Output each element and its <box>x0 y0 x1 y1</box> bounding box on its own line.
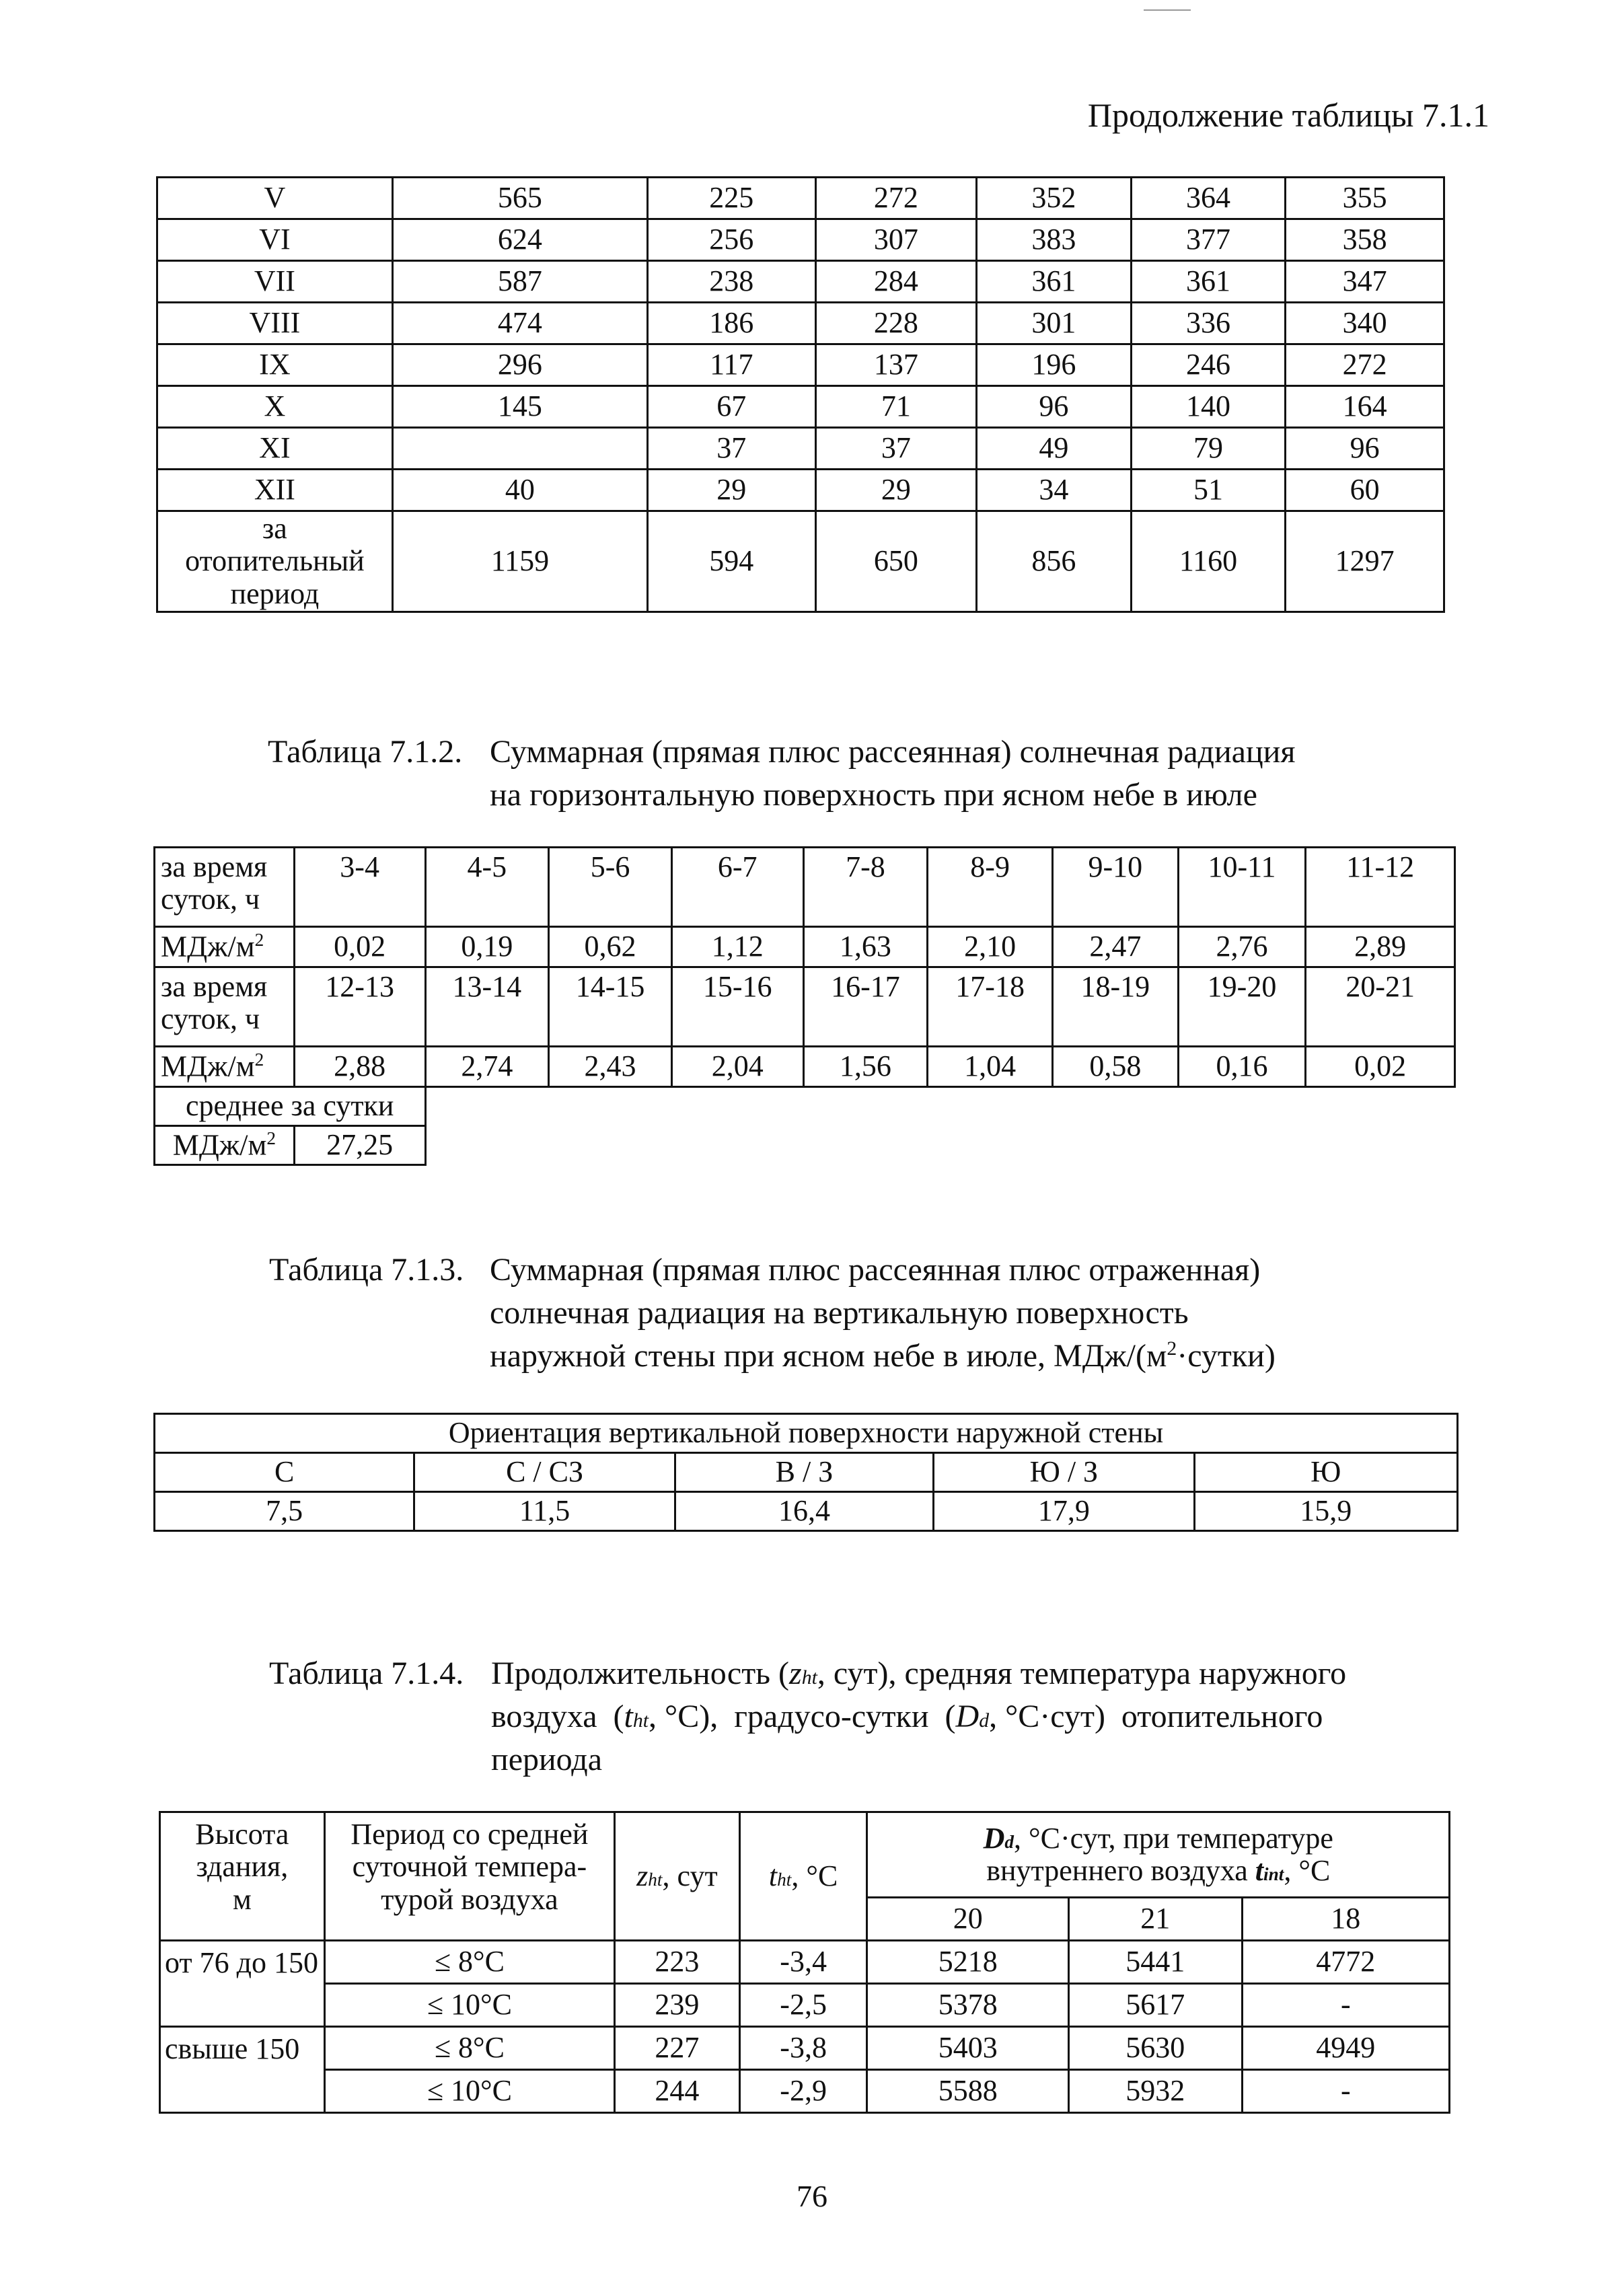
month-cell: VII <box>157 261 393 303</box>
degree-days-cell: 4772 <box>1242 1941 1449 1984</box>
value-cell: 67 <box>648 386 816 428</box>
total-value: 650 <box>815 511 977 612</box>
value-cell: 137 <box>815 344 977 386</box>
value-cell: 238 <box>648 261 816 303</box>
hour-range-cell: 7-8 <box>803 848 928 927</box>
degree-days-cell: 5403 <box>867 2027 1068 2070</box>
average-value-row <box>155 1126 1455 1165</box>
caption-line: наружной стены при ясном небе в июле, МДж/$(м^2\cdot сутки)$ <box>490 1337 1276 1374</box>
degree-days-cell: 5441 <box>1068 1941 1242 1984</box>
table-7-1-2 <box>153 846 1456 1166</box>
caption-table-7-1-3 <box>269 1249 1413 1390</box>
caption-label: Таблица 7.1.4. <box>269 1656 464 1691</box>
value-cell: 358 <box>1286 219 1444 261</box>
total-value: 594 <box>648 511 816 612</box>
temperature-cell: 21 <box>1068 1898 1242 1941</box>
value-cell: 307 <box>815 219 977 261</box>
hour-range-cell: 6-7 <box>671 848 803 927</box>
table-row <box>160 1941 1450 1984</box>
value-cell: 0,02 <box>294 927 425 967</box>
value-cell: 140 <box>1131 386 1286 428</box>
caption-label: Таблица 7.1.2. <box>268 734 463 770</box>
value-cell: 96 <box>977 386 1132 428</box>
value-cell: 2,04 <box>671 1047 803 1087</box>
total-value: 1159 <box>392 511 647 612</box>
average-row <box>155 1087 1455 1126</box>
value-cell: 186 <box>648 303 816 344</box>
table-row <box>160 2027 1450 2070</box>
values-row <box>155 1492 1458 1531</box>
value-cell: 16,4 <box>675 1492 933 1531</box>
degree-days-cell: 5617 <box>1068 1984 1242 2027</box>
value-cell: 2,47 <box>1052 927 1178 967</box>
hours-row <box>155 967 1455 1047</box>
table-row <box>157 386 1444 428</box>
degree-days-cell: - <box>1242 1984 1449 2027</box>
value-cell: 34 <box>977 470 1132 511</box>
z-ht-cell: 227 <box>615 2027 740 2070</box>
value-cell: 347 <box>1286 261 1444 303</box>
z-ht-cell: 244 <box>615 2070 740 2113</box>
period-cell: ≤ 10°С <box>324 1984 614 2027</box>
value-cell: 0,62 <box>549 927 672 967</box>
value-cell: 2,88 <box>294 1047 425 1087</box>
page-number: 76 <box>797 2179 827 2213</box>
temperature-cell: 20 <box>867 1898 1068 1941</box>
hour-range-cell: 5-6 <box>549 848 672 927</box>
value-cell: 0,58 <box>1052 1047 1178 1087</box>
time-label: за время суток, ч <box>155 967 295 1047</box>
value-cell: 1,04 <box>928 1047 1053 1087</box>
t-ht-cell: -2,5 <box>739 1984 867 2027</box>
value-cell: 272 <box>1286 344 1444 386</box>
value-cell: 340 <box>1286 303 1444 344</box>
hour-range-cell: 3-4 <box>294 848 425 927</box>
hour-range-cell: 4-5 <box>425 848 549 927</box>
table-7-1-1-continuation <box>156 176 1445 613</box>
table-row <box>157 428 1444 470</box>
time-label: за время суток, ч <box>155 848 295 927</box>
hour-range-cell: 20-21 <box>1306 967 1455 1047</box>
height-cell: от 76 до 150 <box>160 1941 325 2027</box>
z-ht-cell: 223 <box>615 1941 740 1984</box>
orientation-cell: С / СЗ <box>414 1453 675 1492</box>
value-cell: 361 <box>977 261 1132 303</box>
table-row <box>157 344 1444 386</box>
hour-range-cell: 10-11 <box>1178 848 1306 927</box>
value-cell: 228 <box>815 303 977 344</box>
caption-table-7-1-4 <box>269 1652 1453 1793</box>
value-cell: 474 <box>392 303 647 344</box>
caption-line: Продолжительность (zht, сут), средняя температура наружного <box>491 1656 1347 1691</box>
top-rule <box>1144 9 1191 11</box>
value-cell <box>392 428 647 470</box>
value-cell: 256 <box>648 219 816 261</box>
caption-line: Суммарная (прямая плюс рассеянная плюс отраженная) <box>490 1252 1261 1288</box>
orientation-cell: С <box>155 1453 414 1492</box>
table-7-1-4 <box>159 1811 1450 2114</box>
value-cell: 145 <box>392 386 647 428</box>
empty-space <box>425 1126 1455 1165</box>
caption-line: солнечная радиация на вертикальную поверхность <box>490 1295 1189 1331</box>
value-cell: 37 <box>648 428 816 470</box>
caption-line: воздуха (tht, °С), градусо-сутки (Dd, °С·сут) отопительного <box>491 1699 1323 1734</box>
value-cell: 117 <box>648 344 816 386</box>
table-row <box>157 261 1444 303</box>
hour-range-cell: 16-17 <box>803 967 928 1047</box>
table-row <box>157 219 1444 261</box>
values-row <box>155 927 1455 967</box>
degree-days-cell: - <box>1242 2070 1449 2113</box>
col-height-header: Высота здания, м <box>160 1812 325 1941</box>
total-value: 1297 <box>1286 511 1444 612</box>
value-cell: 96 <box>1286 428 1444 470</box>
value-cell: 15,9 <box>1194 1492 1457 1531</box>
height-cell: свыше 150 <box>160 2027 325 2113</box>
continuation-header: Продолжение таблицы 7.1.1 <box>1087 96 1489 134</box>
period-cell: ≤ 10°С <box>324 2070 614 2113</box>
period-cell: ≤ 8°С <box>324 2027 614 2070</box>
hour-range-cell: 11-12 <box>1306 848 1455 927</box>
hour-range-cell: 17-18 <box>928 967 1053 1047</box>
temperature-cell: 18 <box>1242 1898 1449 1941</box>
average-value: 27,25 <box>294 1126 425 1165</box>
col-z-header: zht, сут <box>615 1812 740 1941</box>
caption-label: Таблица 7.1.3. <box>269 1252 464 1288</box>
value-cell: 2,76 <box>1178 927 1306 967</box>
col-period-header: Период со средней суточной темпера- турой воздуха <box>324 1812 614 1941</box>
table-7-1-3 <box>153 1413 1459 1532</box>
value-cell: 60 <box>1286 470 1444 511</box>
value-cell: 624 <box>392 219 647 261</box>
table-row <box>157 303 1444 344</box>
degree-days-cell: 5588 <box>867 2070 1068 2113</box>
degree-days-cell: 5630 <box>1068 2027 1242 2070</box>
unit-label: МДж/$м^2$ <box>155 927 295 967</box>
month-cell: XII <box>157 470 393 511</box>
value-cell: 364 <box>1131 178 1286 219</box>
value-cell: 1,56 <box>803 1047 928 1087</box>
value-cell: 51 <box>1131 470 1286 511</box>
average-unit: МДж/$м^2$ <box>155 1126 295 1165</box>
caption-line: на горизонтальную поверхность при ясном небе в июле <box>490 777 1257 813</box>
table-row <box>157 470 1444 511</box>
value-cell: 1,12 <box>671 927 803 967</box>
caption-line: Суммарная (прямая плюс рассеянная) солнечная радиация <box>490 734 1296 770</box>
value-cell: 361 <box>1131 261 1286 303</box>
values-row <box>155 1047 1455 1087</box>
z-ht-cell: 239 <box>615 1984 740 2027</box>
value-cell: 49 <box>977 428 1132 470</box>
hour-range-cell: 18-19 <box>1052 967 1178 1047</box>
value-cell: 225 <box>648 178 816 219</box>
value-cell: 196 <box>977 344 1132 386</box>
orientation-row <box>155 1453 1458 1492</box>
empty-space <box>425 1087 1455 1126</box>
value-cell: 37 <box>815 428 977 470</box>
value-cell: 2,74 <box>425 1047 549 1087</box>
average-label: среднее за сутки <box>155 1087 426 1126</box>
value-cell: 565 <box>392 178 647 219</box>
caption-table-7-1-2 <box>268 731 1411 825</box>
value-cell: 7,5 <box>155 1492 414 1531</box>
total-label: за отопительный период <box>157 511 393 612</box>
unit-label: МДж/$м^2$ <box>155 1047 295 1087</box>
hour-range-cell: 12-13 <box>294 967 425 1047</box>
total-row <box>157 511 1444 612</box>
value-cell: 355 <box>1286 178 1444 219</box>
value-cell: 17,9 <box>934 1492 1194 1531</box>
value-cell: 2,10 <box>928 927 1053 967</box>
period-cell: ≤ 8°С <box>324 1941 614 1984</box>
hour-range-cell: 14-15 <box>549 967 672 1047</box>
value-cell: 0,02 <box>1306 1047 1455 1087</box>
value-cell: 164 <box>1286 386 1444 428</box>
value-cell: 0,19 <box>425 927 549 967</box>
table-row <box>160 2070 1450 2113</box>
value-cell: 2,89 <box>1306 927 1455 967</box>
value-cell: 284 <box>815 261 977 303</box>
month-cell: V <box>157 178 393 219</box>
value-cell: 29 <box>815 470 977 511</box>
table-row <box>157 178 1444 219</box>
value-cell: 296 <box>392 344 647 386</box>
value-cell: 40 <box>392 470 647 511</box>
month-cell: X <box>157 386 393 428</box>
hour-range-cell: 13-14 <box>425 967 549 1047</box>
total-value: 856 <box>977 511 1132 612</box>
degree-days-cell: 5218 <box>867 1941 1068 1984</box>
value-cell: 272 <box>815 178 977 219</box>
value-cell: 377 <box>1131 219 1286 261</box>
value-cell: 11,5 <box>414 1492 675 1531</box>
orientation-cell: В / З <box>675 1453 933 1492</box>
month-cell: IX <box>157 344 393 386</box>
t-ht-cell: -2,9 <box>739 2070 867 2113</box>
value-cell: 352 <box>977 178 1132 219</box>
value-cell: 71 <box>815 386 977 428</box>
value-cell: 0,16 <box>1178 1047 1306 1087</box>
month-cell: XI <box>157 428 393 470</box>
orientation-header: Ориентация вертикальной поверхности наружной стены <box>155 1414 1458 1453</box>
month-cell: VI <box>157 219 393 261</box>
table-row <box>160 1984 1450 2027</box>
degree-days-cell: 5932 <box>1068 2070 1242 2113</box>
col-t-header: tht, °С <box>739 1812 867 1941</box>
degree-days-cell: 5378 <box>867 1984 1068 2027</box>
t-ht-cell: -3,8 <box>739 2027 867 2070</box>
value-cell: 246 <box>1131 344 1286 386</box>
orientation-cell: Ю <box>1194 1453 1457 1492</box>
hour-range-cell: 9-10 <box>1052 848 1178 927</box>
hour-range-cell: 19-20 <box>1178 967 1306 1047</box>
value-cell: 29 <box>648 470 816 511</box>
value-cell: 587 <box>392 261 647 303</box>
value-cell: 79 <box>1131 428 1286 470</box>
month-cell: VIII <box>157 303 393 344</box>
value-cell: 301 <box>977 303 1132 344</box>
caption-line: периода <box>491 1742 603 1777</box>
hour-range-cell: 15-16 <box>671 967 803 1047</box>
value-cell: 383 <box>977 219 1132 261</box>
t-ht-cell: -3,4 <box>739 1941 867 1984</box>
value-cell: 2,43 <box>549 1047 672 1087</box>
hour-range-cell: 8-9 <box>928 848 1053 927</box>
value-cell: 336 <box>1131 303 1286 344</box>
total-value: 1160 <box>1131 511 1286 612</box>
hours-row <box>155 848 1455 927</box>
orientation-cell: Ю / З <box>934 1453 1194 1492</box>
degree-days-cell: 4949 <box>1242 2027 1449 2070</box>
col-dd-header: Dd, °С·сут, при температуре внутреннего воздуха tint, °С <box>867 1812 1450 1898</box>
value-cell: 1,63 <box>803 927 928 967</box>
